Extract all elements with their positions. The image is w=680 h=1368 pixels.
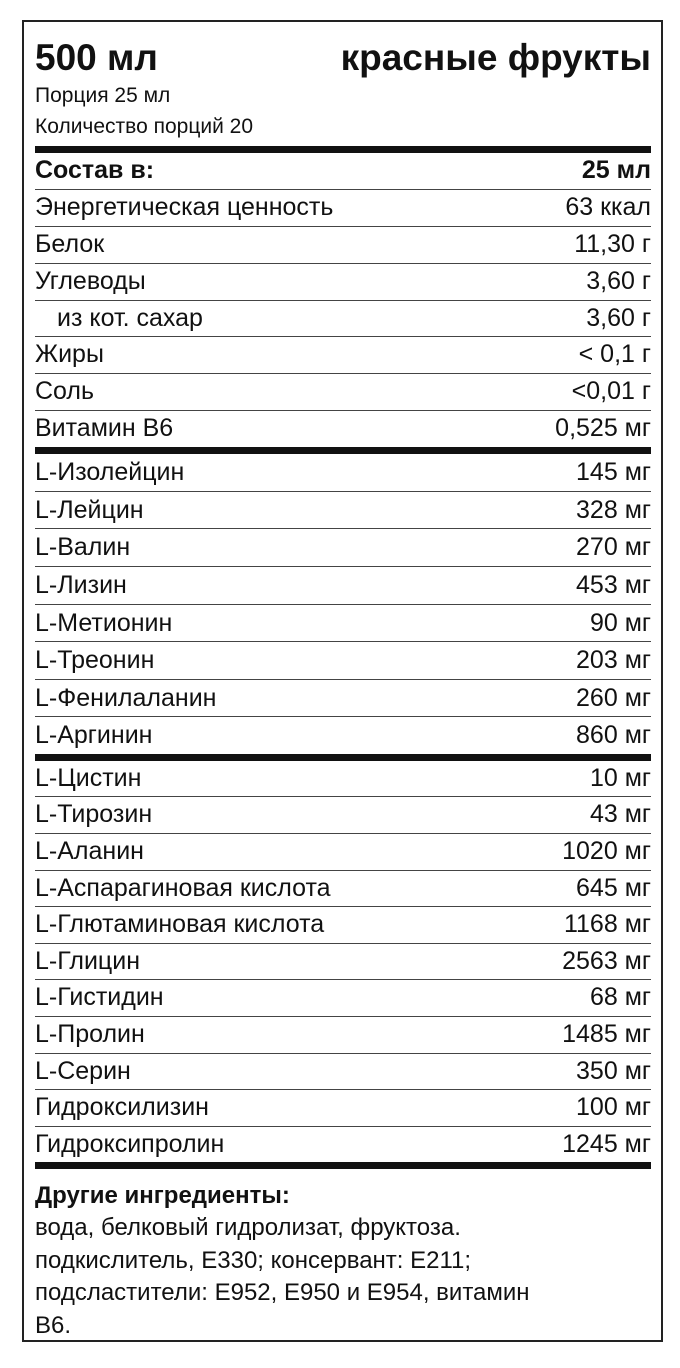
row-value: 10 мг [589, 763, 651, 792]
nutrition-header-row [35, 153, 651, 190]
row-label: из кот. сахар [57, 303, 203, 332]
amino-section-1 [35, 454, 651, 754]
row-label: L-Лейцин [35, 495, 144, 524]
table-row [35, 907, 651, 944]
table-row [35, 529, 651, 567]
other-ingredients [35, 1169, 651, 1342]
table-row [35, 374, 651, 411]
row-value: 203 мг [576, 646, 651, 675]
table-row [35, 834, 651, 871]
row-label: L-Треонин [35, 646, 155, 675]
table-row [35, 797, 651, 834]
ingredients-line: подкислитель, Е330; консервант: Е211; [35, 1246, 472, 1274]
ingredients-line: подсластители: Е952, Е950 и Е954, витамин [35, 1279, 530, 1307]
row-value: 453 мг [576, 570, 651, 599]
nutrition-label [22, 20, 663, 1342]
row-label: L-Аргинин [35, 721, 153, 750]
row-value: 0,525 мг [555, 414, 651, 443]
table-row [35, 1090, 651, 1127]
row-value: 860 мг [576, 721, 651, 750]
row-label: Энергетическая ценность [35, 192, 334, 221]
amino-section-2 [35, 761, 651, 1163]
row-label: L-Серин [35, 1056, 131, 1085]
servings-text: Количество порций 20 [35, 115, 254, 138]
row-value: 1168 мг [563, 910, 651, 939]
row-value: 260 мг [576, 683, 651, 712]
row-label: L-Изолейцин [35, 458, 185, 487]
table-row [35, 567, 651, 605]
table-row [35, 301, 651, 338]
row-value: < 0,1 г [578, 340, 651, 369]
table-row [35, 454, 651, 492]
row-value: 63 ккал [565, 192, 651, 221]
row-value: 1020 мг [562, 837, 651, 866]
row-value: 1245 мг [562, 1129, 651, 1158]
row-label: L-Гистидин [35, 983, 164, 1012]
table-row [35, 227, 651, 264]
thick-divider [35, 146, 651, 153]
table-row [35, 605, 651, 643]
table-row [35, 980, 651, 1017]
table-row [35, 761, 651, 798]
table-row [35, 411, 651, 447]
ingredients-line: В6. [35, 1311, 72, 1339]
row-label: L-Аланин [35, 837, 144, 866]
row-value: <0,01 г [571, 377, 651, 406]
row-label: Белок [35, 229, 105, 258]
thick-divider [35, 1162, 651, 1169]
row-value: 100 мг [576, 1093, 651, 1122]
row-label: Жиры [35, 340, 104, 369]
nutrition-section [35, 153, 651, 447]
row-value: 3,60 г [586, 266, 651, 295]
row-value: 68 мг [589, 983, 651, 1012]
row-value: 90 мг [589, 608, 651, 637]
row-label: L-Глицин [35, 946, 141, 975]
table-row [35, 264, 651, 301]
row-value: 1485 мг [562, 1020, 651, 1049]
ingredients-line: вода, белковый гидролизат, фруктоза. [35, 1214, 461, 1242]
table-row [35, 717, 651, 754]
table-row [35, 337, 651, 374]
table-row [35, 492, 651, 530]
table-row [35, 944, 651, 981]
row-value: 2563 мг [562, 946, 651, 975]
table-row [35, 1017, 651, 1054]
row-value: 270 мг [576, 533, 651, 562]
row-label: Состав в: [35, 156, 155, 184]
row-label: Гидроксипролин [35, 1129, 225, 1158]
table-row [35, 190, 651, 227]
table-row [35, 680, 651, 718]
thick-divider [35, 754, 651, 761]
table-row [35, 1054, 651, 1091]
row-label: Соль [35, 377, 95, 406]
row-label: L-Пролин [35, 1020, 145, 1049]
row-label: L-Тирозин [35, 800, 153, 829]
volume-text: 500 мл [35, 37, 158, 78]
row-value: 43 мг [589, 800, 651, 829]
row-value: 25 мл [581, 156, 651, 184]
table-row [35, 642, 651, 680]
row-value: 350 мг [576, 1056, 651, 1085]
label-header [35, 22, 651, 146]
row-label: Углеводы [35, 266, 146, 295]
row-label: L-Фенилаланин [35, 683, 217, 712]
row-label: L-Валин [35, 533, 131, 562]
table-row [35, 871, 651, 908]
row-value: 328 мг [576, 495, 651, 524]
row-value: 645 мг [576, 873, 651, 902]
flavor-text: красные фрукты [340, 37, 651, 78]
label-content [35, 22, 651, 1342]
row-label: L-Аспарагиновая кислота [35, 873, 331, 902]
other-ingredients-title: Другие ингредиенты: [35, 1182, 290, 1210]
table-row [35, 1127, 651, 1163]
row-value: 145 мг [576, 458, 651, 487]
thick-divider [35, 447, 651, 454]
row-label: L-Метионин [35, 608, 173, 637]
row-label: L-Лизин [35, 570, 127, 599]
portion-text: Порция 25 мл [35, 84, 171, 107]
row-label: L-Глютаминовая кислота [35, 910, 325, 939]
row-value: 3,60 г [586, 303, 651, 332]
row-label: Витамин В6 [35, 414, 174, 443]
row-label: L-Цистин [35, 763, 142, 792]
row-value: 11,30 г [574, 229, 651, 258]
other-ingredients-text [35, 1212, 651, 1342]
row-label: Гидроксилизин [35, 1093, 209, 1122]
